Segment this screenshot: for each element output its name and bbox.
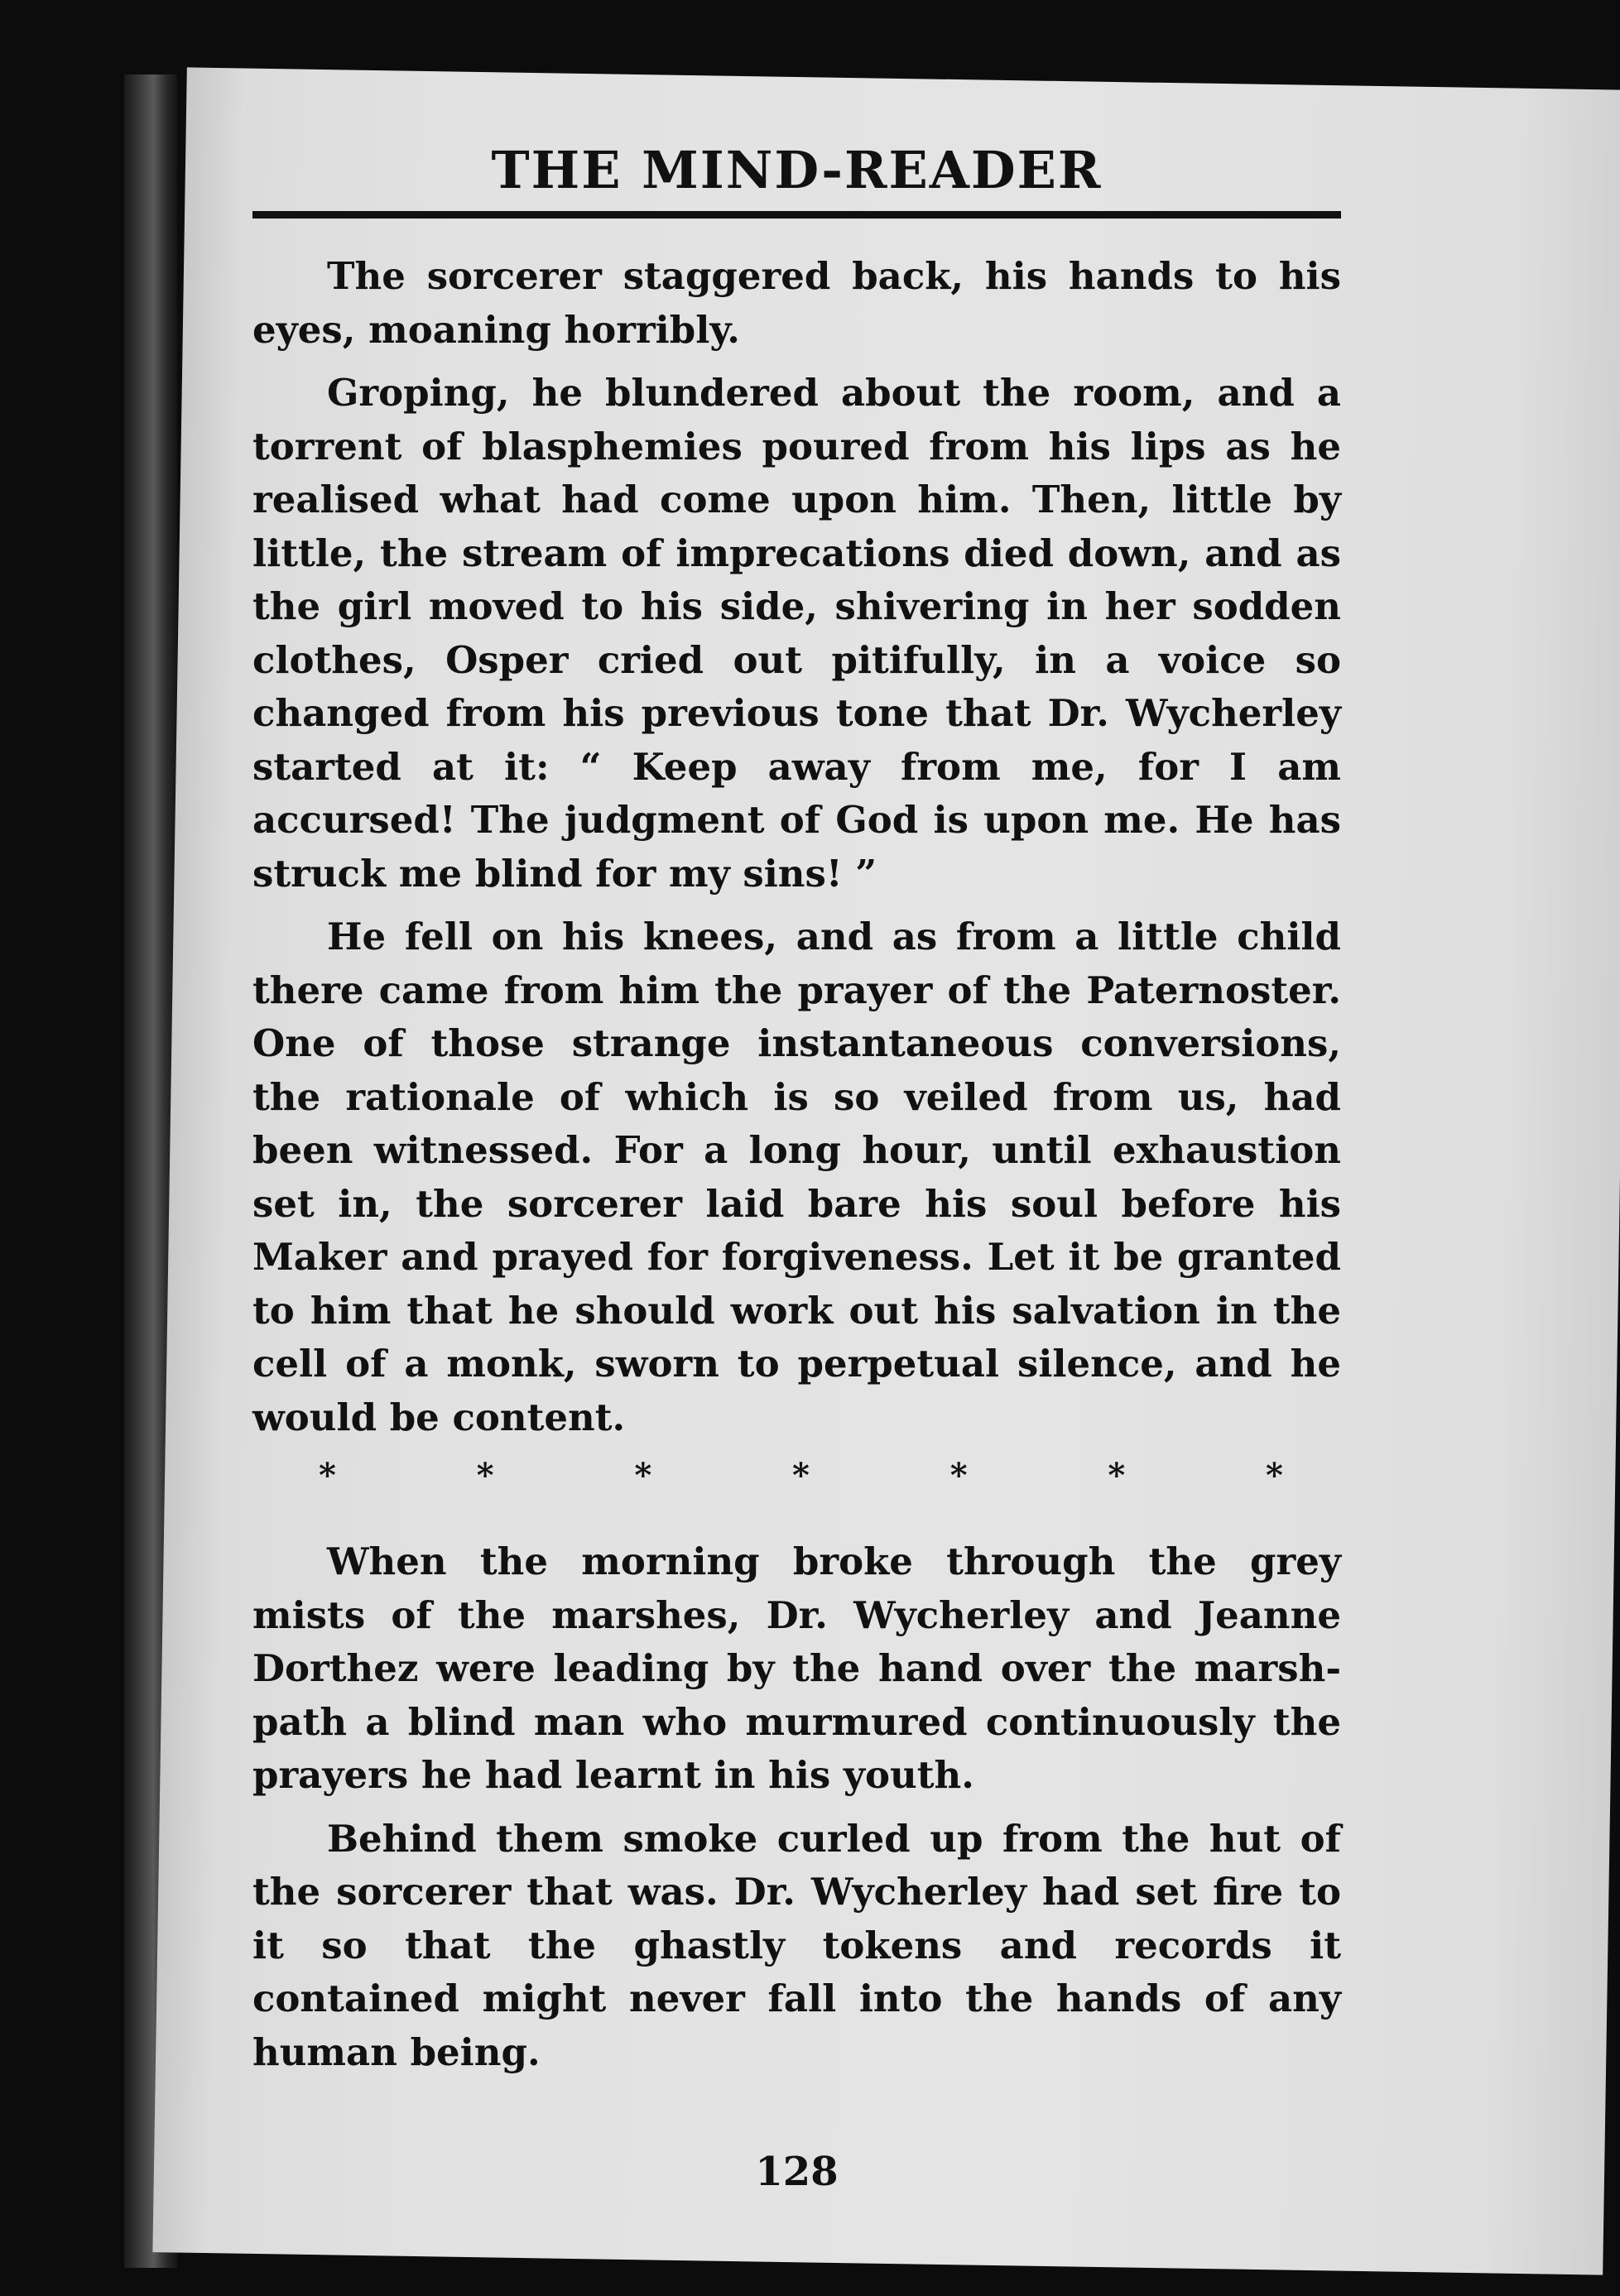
page-text-block [252, 140, 1341, 2195]
paragraph-5: Behind them smoke curled up from the hut of the sorcerer that was. Dr. Wycherley had set fire to it so that the ghastly tokens and records it contained might never fall into the hands of any human being. [252, 1816, 1341, 2074]
header-rule [252, 211, 1341, 219]
running-head: THE MIND-READER [491, 140, 1103, 200]
section-break-asterism [252, 1456, 1341, 1495]
asterism-star: * [1108, 1456, 1126, 1495]
asterism-star: * [476, 1456, 494, 1495]
paragraph-1: The sorcerer staggered back, his hands to his eyes, moaning horribly. [252, 254, 1341, 352]
asterism-star: * [1266, 1456, 1283, 1495]
asterism-star: * [792, 1456, 810, 1495]
page-number: 128 [755, 2149, 839, 2195]
asterism-star: * [634, 1456, 652, 1495]
paragraph-3: He fell on his knees, and as from a little child there came from him the prayer of the Paternoster. One of those strange instantaneous conversions, the rationale of which is so veiled from us, had been witnessed. For a long hour, until exhaustion set in, the sorcerer laid bare his soul before his Maker and prayed for forgiveness. Let it be granted to him that he should work out his salvation in the cell of a monk, sworn to perpetual silence, and he would be content. [252, 915, 1341, 1439]
paragraph-4: When the morning broke through the grey mists of the marshes, Dr. Wycherley and Jeanne Dorthez were leading by the hand over the marsh-path a blind man who murmured continuously the prayers he had learnt in his youth. [252, 1539, 1341, 1797]
paragraph-2: Groping, he blundered about the room, and a torrent of blasphemies poured from his lips as he realised what had come upon him. Then, little by little, the stream of imprecations died down, and as the girl moved to his side, shivering in her sodden clothes, Osper cried out pitifully, in a voice so changed from his previous tone that Dr. Wycherley started at it: “ Keep away from me, for I am accursed! The judgment of God is upon me. He has struck me blind for my sins! ” [252, 371, 1341, 896]
asterism-star: * [319, 1456, 336, 1495]
asterism-star: * [949, 1456, 968, 1495]
